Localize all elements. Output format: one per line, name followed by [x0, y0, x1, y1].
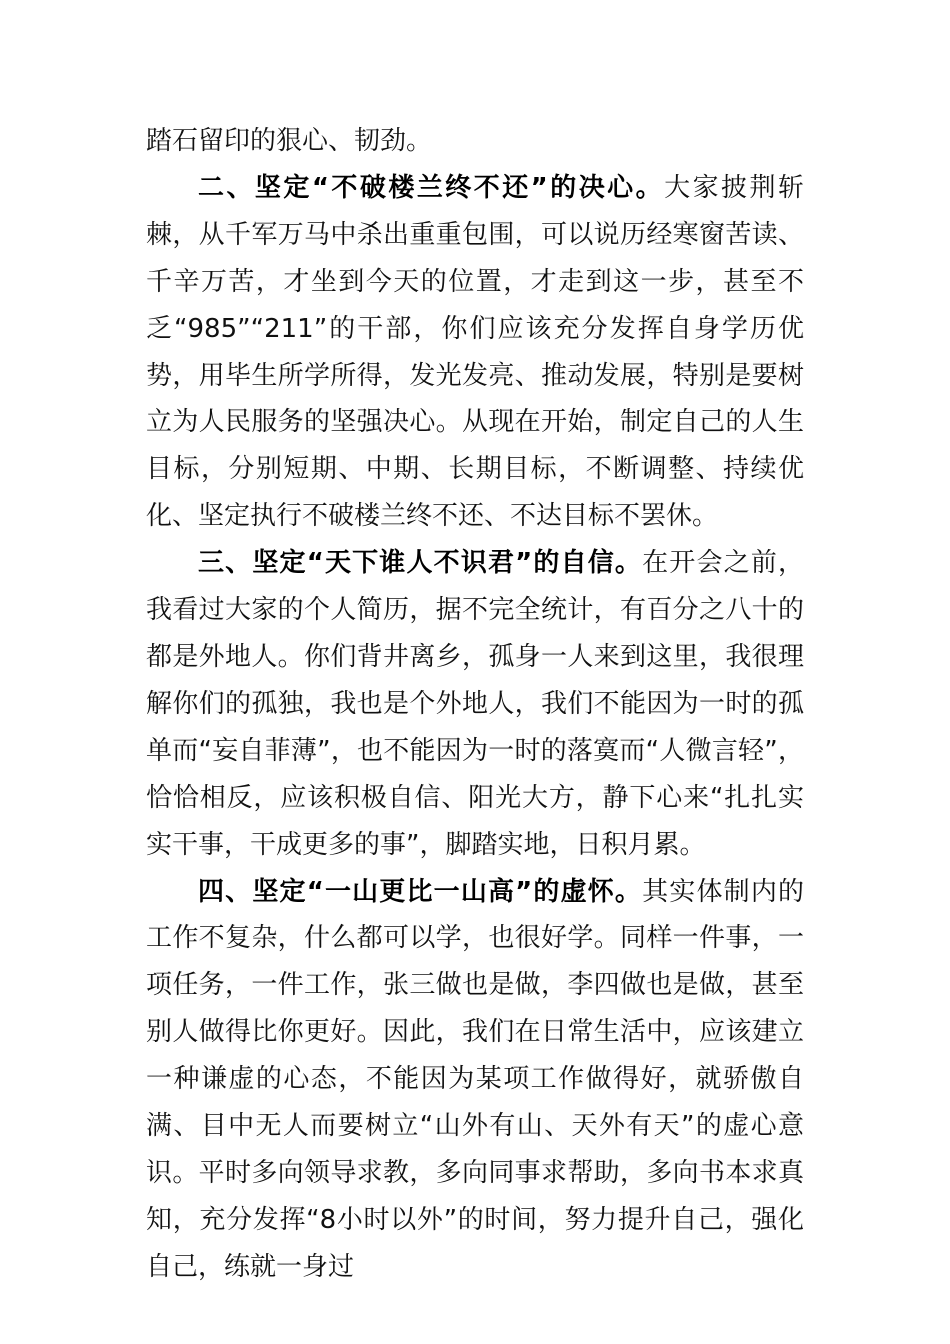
paragraph-text: 大家披荆斩棘，从千军万马中杀出重重包围，可以说历经寒窗苦读、千辛万苦，才坐到今天的位置，才走到这一步，甚至不乏“985”“211”的干部，你们应该充分发挥自身学历优势，用毕生所学所得，发光发亮、推动发展，特别是要树立为人民服务的坚强决心。从现在开始，制定自己的人生目标，分别短期、中期、长期目标，不断调整、持续优化、坚定执行不破楼兰终不还、不达目标不罢休。 [146, 172, 804, 532]
section-heading: 四、坚定“一山更比一山高”的虚怀。 [198, 876, 643, 907]
paragraph-section-3 [146, 540, 804, 868]
section-heading: 二、坚定“不破楼兰终不还”的决心。 [198, 172, 665, 203]
paragraph-text: 踏石留印的狠心、韧劲。 [146, 126, 433, 156]
document-body [146, 118, 804, 1291]
paragraph-section-2 [146, 165, 804, 540]
paragraph-section-4 [146, 869, 804, 1291]
paragraph-continuation [146, 118, 804, 165]
paragraph-text: 其实体制内的工作不复杂，什么都可以学，也很好学。同样一件事，一项任务，一件工作，张三做也是做，李四做也是做，甚至别人做得比你更好。因此，我们在日常生活中，应该建立一种谦虚的心态，不能因为某项工作做得好，就骄傲自满、目中无人而要树立“山外有山、天外有天”的虚心意识。平时多向领导求教，多向同事求帮助，多向书本求真知，充分发挥“8小时以外”的时间，努力提升自己，强化自己，练就一身过 [146, 876, 804, 1282]
section-heading: 三、坚定“天下谁人不识君”的自信。 [198, 548, 643, 579]
paragraph-text: 在开会之前，我看过大家的个人简历，据不完全统计，有百分之八十的都是外地人。你们背井离乡，孤身一人来到这里，我很理解你们的孤独，我也是个外地人，我们不能因为一时的孤单而“妄自菲薄”，也不能因为一时的落寞而“人微言轻”，恰恰相反，应该积极自信、阳光大方，静下心来“扎扎实实干事，干成更多的事”，脚踏实地，日积月累。 [146, 548, 804, 860]
